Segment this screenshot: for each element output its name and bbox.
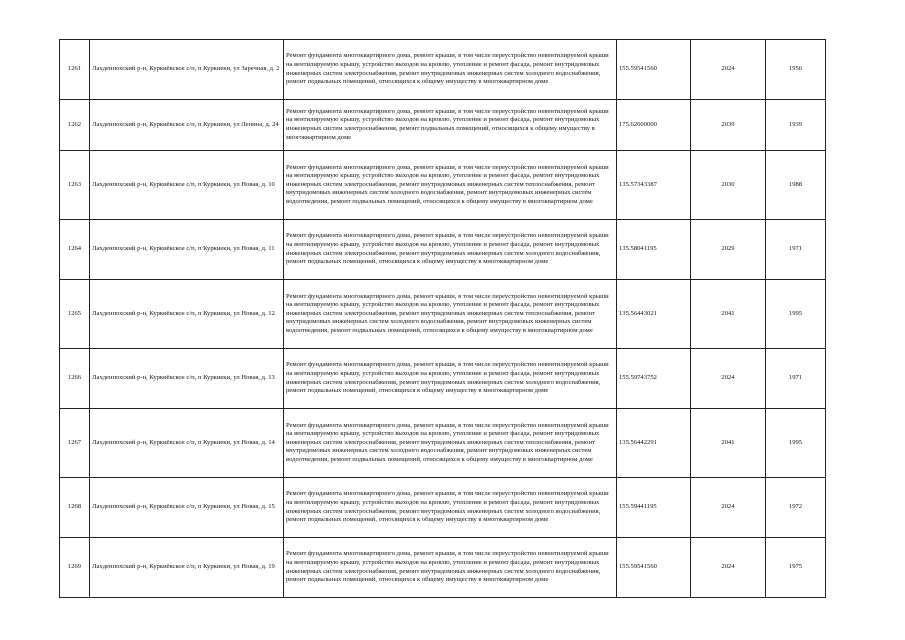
repair-year-cell: 2029 — [691, 220, 766, 280]
address-cell: Лахденпохский р-н, Куркиёкское с/п, п Куркиеки, ул Новая, д. 10 — [90, 151, 284, 220]
value-cell: 155.59541560 — [617, 538, 691, 598]
row-number: 1266 — [60, 349, 90, 409]
build-year-cell: 1975 — [766, 538, 826, 598]
address-cell: Лахденпохский р-н, Куркиёкское с/п, п Куркиеки, ул Заречная, д. 2 — [90, 40, 284, 100]
row-number: 1264 — [60, 220, 90, 280]
build-year-cell: 1995 — [766, 409, 826, 478]
build-year-cell: 1971 — [766, 220, 826, 280]
value-cell: 155.59441195 — [617, 478, 691, 538]
works-cell: Ремонт фундамента многоквартирного дома, ремонт крыши, в том числе переустройство невентилируемой крыши на вентилируемую крышу, устройство выходов на кровлю, утепление и ремонт фасада, ремонт внутридомовых инженерных систем электроснабжения, ремонт внутридомовых инженерных систем холодного водоснабжения, ремонт подвальных помещений, относящихся к общему имуществу в многоквартирном доме — [284, 538, 617, 598]
works-cell: Ремонт фундамента многоквартирного дома, ремонт крыши, в том числе переустройство невентилируемой крыши на вентилируемую крышу, устройство выходов на кровлю, утепление и ремонт фасада, ремонт внутридомовых инженерных систем электроснабжения, ремонт внутридомовых инженерных систем теплоснабжения, ремонт внутридомовых инженерных систем холодного водоснабжения, ремонт внутридомовых инженерных систем водоотведения, ремонт подвальных помещений, относящихся к общему имуществу в многоквартирном доме — [284, 409, 617, 478]
table-row — [60, 478, 826, 538]
address-cell: Лахденпохский р-н, Куркиёкское с/п, п Куркиеки, ул Новая, д. 15 — [90, 478, 284, 538]
repair-year-cell: 2041 — [691, 409, 766, 478]
row-number: 1269 — [60, 538, 90, 598]
row-number: 1261 — [60, 40, 90, 100]
address-cell: Лахденпохский р-н, Куркиёкское с/п, п Куркиеки, ул Новая, д. 14 — [90, 409, 284, 478]
table-body — [60, 40, 826, 598]
build-year-cell: 1988 — [766, 151, 826, 220]
works-cell: Ремонт фундамента многоквартирного дома, ремонт крыши, в том числе переустройство невентилируемой крыши на вентилируемую крышу, устройство выходов на кровлю, утепление и ремонт фасада, ремонт внутридомовых инженерных систем электроснабжения, ремонт подвальных помещений, относящихся к общему имуществу в многоквартирном доме — [284, 100, 617, 151]
build-year-cell: 1995 — [766, 280, 826, 349]
build-year-cell: 1939 — [766, 100, 826, 151]
works-cell: Ремонт фундамента многоквартирного дома, ремонт крыши, в том числе переустройство невентилируемой крыши на вентилируемую крышу, устройство выходов на кровлю, утепление и ремонт фасада, ремонт внутридомовых инженерных систем электроснабжения, ремонт внутридомовых инженерных систем холодного водоснабжения, ремонт подвальных помещений, относящихся к общему имуществу в многоквартирном доме — [284, 220, 617, 280]
works-cell: Ремонт фундамента многоквартирного дома, ремонт крыши, в том числе переустройство невентилируемой крыши на вентилируемую крышу, устройство выходов на кровлю, утепление и ремонт фасада, ремонт внутридомовых инженерных систем электроснабжения, ремонт внутридомовых инженерных систем теплоснабжения, ремонт внутридомовых инженерных систем холодного водоснабжения, ремонт внутридомовых инженерных систем водоотведения, ремонт подвальных помещений, относящихся к общему имуществу в многоквартирном доме — [284, 280, 617, 349]
address-cell: Лахденпохский р-н, Куркиёкское с/п, п Куркиеки, ул Новая, д. 11 — [90, 220, 284, 280]
repair-year-cell: 2024 — [691, 478, 766, 538]
address-cell: Лахденпохский р-н, Куркиёкское с/п, п Куркиеки, ул Новая, д. 13 — [90, 349, 284, 409]
value-cell: 135.58041195 — [617, 220, 691, 280]
repair-year-cell: 2030 — [691, 151, 766, 220]
table-row — [60, 538, 826, 598]
works-cell: Ремонт фундамента многоквартирного дома, ремонт крыши, в том числе переустройство невентилируемой крыши на вентилируемую крышу, устройство выходов на кровлю, утепление и ремонт фасада, ремонт внутридомовых инженерных систем электроснабжения, ремонт внутридомовых инженерных систем теплоснабжения, ремонт внутридомовых инженерных систем холодного водоснабжения, ремонт внутридомовых инженерных систем водоотведения, ремонт подвальных помещений, относящихся к общему имуществу в многоквартирном доме — [284, 151, 617, 220]
repair-year-cell: 2024 — [691, 538, 766, 598]
works-cell: Ремонт фундамента многоквартирного дома, ремонт крыши, в том числе переустройство невентилируемой крыши на вентилируемую крышу, устройство выходов на кровлю, утепление и ремонт фасада, ремонт внутридомовых инженерных систем электроснабжения, ремонт внутридомовых инженерных систем холодного водоснабжения, ремонт подвальных помещений, относящихся к общему имуществу в многоквартирном доме — [284, 349, 617, 409]
build-year-cell: 1972 — [766, 478, 826, 538]
table-row — [60, 220, 826, 280]
works-cell: Ремонт фундамента многоквартирного дома, ремонт крыши, в том числе переустройство невентилируемой крыши на вентилируемую крышу, устройство выходов на кровлю, утепление и ремонт фасада, ремонт внутридомовых инженерных систем электроснабжения, ремонт внутридомовых инженерных систем холодного водоснабжения, ремонт подвальных помещений, относящихся к общему имуществу в многоквартирном доме — [284, 40, 617, 100]
table-row — [60, 409, 826, 478]
table-row — [60, 40, 826, 100]
value-cell: 135.57343387 — [617, 151, 691, 220]
value-cell: 175.62600000 — [617, 100, 691, 151]
value-cell: 135.56442291 — [617, 409, 691, 478]
row-number: 1263 — [60, 151, 90, 220]
build-year-cell: 1956 — [766, 40, 826, 100]
repair-year-cell: 2039 — [691, 100, 766, 151]
value-cell: 135.56443021 — [617, 280, 691, 349]
table-row — [60, 349, 826, 409]
repair-year-cell: 2041 — [691, 280, 766, 349]
row-number: 1268 — [60, 478, 90, 538]
value-cell: 155.59541560 — [617, 40, 691, 100]
row-number: 1262 — [60, 100, 90, 151]
works-cell: Ремонт фундамента многоквартирного дома, ремонт крыши, в том числе переустройство невентилируемой крыши на вентилируемую крышу, устройство выходов на кровлю, утепление и ремонт фасада, ремонт внутридомовых инженерных систем электроснабжения, ремонт внутридомовых инженерных систем холодного водоснабжения, ремонт подвальных помещений, относящихся к общему имуществу в многоквартирном доме — [284, 478, 617, 538]
table-row — [60, 100, 826, 151]
table-row — [60, 151, 826, 220]
address-cell: Лахденпохский р-н, Куркиёкское с/п, п Куркиеки, ул Ленина, д. 24 — [90, 100, 284, 151]
repair-year-cell: 2024 — [691, 40, 766, 100]
address-cell: Лахденпохский р-н, Куркиёкское с/п, п Куркиеки, ул Новая, д. 19 — [90, 538, 284, 598]
build-year-cell: 1971 — [766, 349, 826, 409]
row-number: 1265 — [60, 280, 90, 349]
repair-year-cell: 2024 — [691, 349, 766, 409]
table-row — [60, 280, 826, 349]
row-number: 1267 — [60, 409, 90, 478]
value-cell: 155.59743752 — [617, 349, 691, 409]
address-cell: Лахденпохский р-н, Куркиёкское с/п, п Куркиеки, ул Новая, д. 12 — [90, 280, 284, 349]
housing-repair-table — [59, 39, 826, 598]
